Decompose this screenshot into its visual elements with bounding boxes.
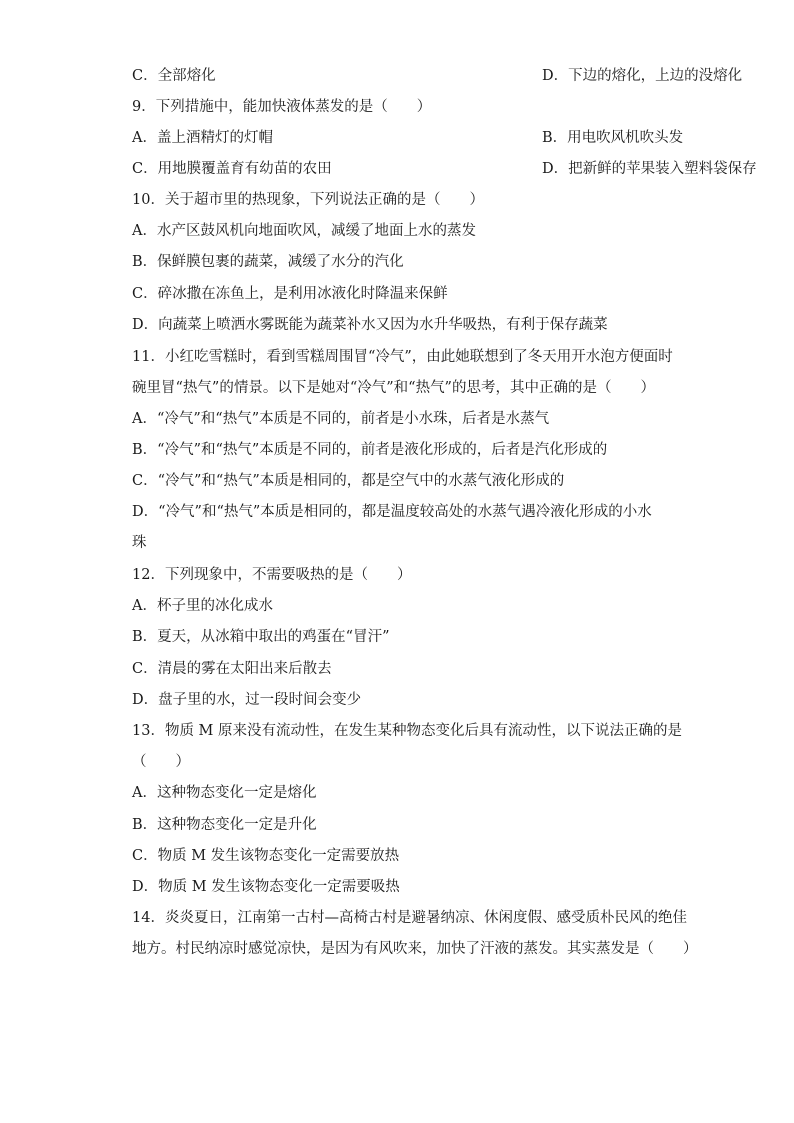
- q12-option-d: D．盘子里的水，过一段时间会变少: [132, 692, 362, 708]
- q13-option-a: A．这种物态变化一定是熔化: [132, 785, 317, 801]
- q9-option-b: B．用电吹风机吹头发: [542, 130, 684, 146]
- q11-option-d-line1: D．“冷气”和“热气”本质是相同的，都是温度较高处的水蒸气遇冷液化形成的小水: [132, 504, 652, 520]
- q8-option-d: D．下边的熔化，上边的没熔化: [542, 68, 743, 84]
- q11-option-d-line2: 珠: [132, 535, 147, 551]
- q9-option-d: D．把新鲜的苹果装入塑料袋保存: [542, 161, 757, 177]
- q9-option-c-line: [132, 159, 757, 179]
- q10-option-d: D．向蔬菜上喷洒水雾既能为蔬菜补水又因为水升华吸热，有利于保存蔬菜: [132, 317, 608, 333]
- q13-option-c: C．物质 M 发生该物态变化一定需要放热: [132, 848, 400, 864]
- q12-stem: 12．下列现象中，不需要吸热的是（ ）: [132, 567, 412, 583]
- q12-option-c: C．清晨的雾在太阳出来后散去: [132, 661, 332, 677]
- q11-option-c: C．“冷气”和“热气”本质是相同的，都是空气中的水蒸气液化形成的: [132, 473, 565, 489]
- q10-option-b: B．保鲜膜包裹的蔬菜，减缓了水分的汽化: [132, 254, 404, 270]
- q9-option-c: C．用地膜覆盖育有幼苗的农田: [132, 161, 332, 177]
- q8-option-c: C．全部熔化: [132, 68, 216, 84]
- q13-option-d: D．物质 M 发生该物态变化一定需要吸热: [132, 879, 400, 895]
- q10-option-a: A．水产区鼓风机向地面吹风，减缓了地面上水的蒸发: [132, 223, 476, 239]
- q8-option-c-line: [132, 66, 743, 86]
- q14-stem-line2: 地方。村民纳凉时感觉凉快，是因为有风吹来，加快了汗液的蒸发。其实蒸发是（ ）: [132, 941, 698, 957]
- q12-option-b: B．夏天，从冰箱中取出的鸡蛋在“冒汗”: [132, 629, 390, 645]
- q13-stem-line2: （ ）: [132, 754, 190, 770]
- q10-option-c: C．碎冰撒在冻鱼上，是利用冰液化时降温来保鲜: [132, 286, 448, 302]
- q9-option-a: A．盖上酒精灯的灯帽: [132, 130, 273, 146]
- q11-stem-line2: 碗里冒“热气”的情景。以下是她对“冷气”和“热气”的思考，其中正确的是（ ）: [132, 380, 655, 396]
- q14-stem-line1: 14．炎炎夏日，江南第一古村—高椅古村是避暑纳凉、休闲度假、感受质朴民风的绝佳: [132, 910, 687, 926]
- q13-stem-line1: 13．物质 M 原来没有流动性，在发生某种物态变化后具有流动性，以下说法正确的是: [132, 723, 683, 739]
- q12-option-a: A．杯子里的冰化成水: [132, 598, 273, 614]
- q10-stem: 10．关于超市里的热现象，下列说法正确的是（ ）: [132, 192, 484, 208]
- q11-option-b: B．“冷气”和“热气”本质是不同的，前者是液化形成的，后者是汽化形成的: [132, 442, 608, 458]
- q9-option-a-line: [132, 128, 684, 148]
- q11-option-a: A．“冷气”和“热气”本质是不同的，前者是小水珠，后者是水蒸气: [132, 411, 550, 427]
- q13-option-b: B．这种物态变化一定是升化: [132, 817, 317, 833]
- q9-stem: 9．下列措施中，能加快液体蒸发的是（ ）: [132, 99, 432, 115]
- q11-stem-line1: 11．小红吃雪糕时，看到雪糕周围冒“冷气”，由此她联想到了冬天用开水泡方便面时: [132, 349, 673, 365]
